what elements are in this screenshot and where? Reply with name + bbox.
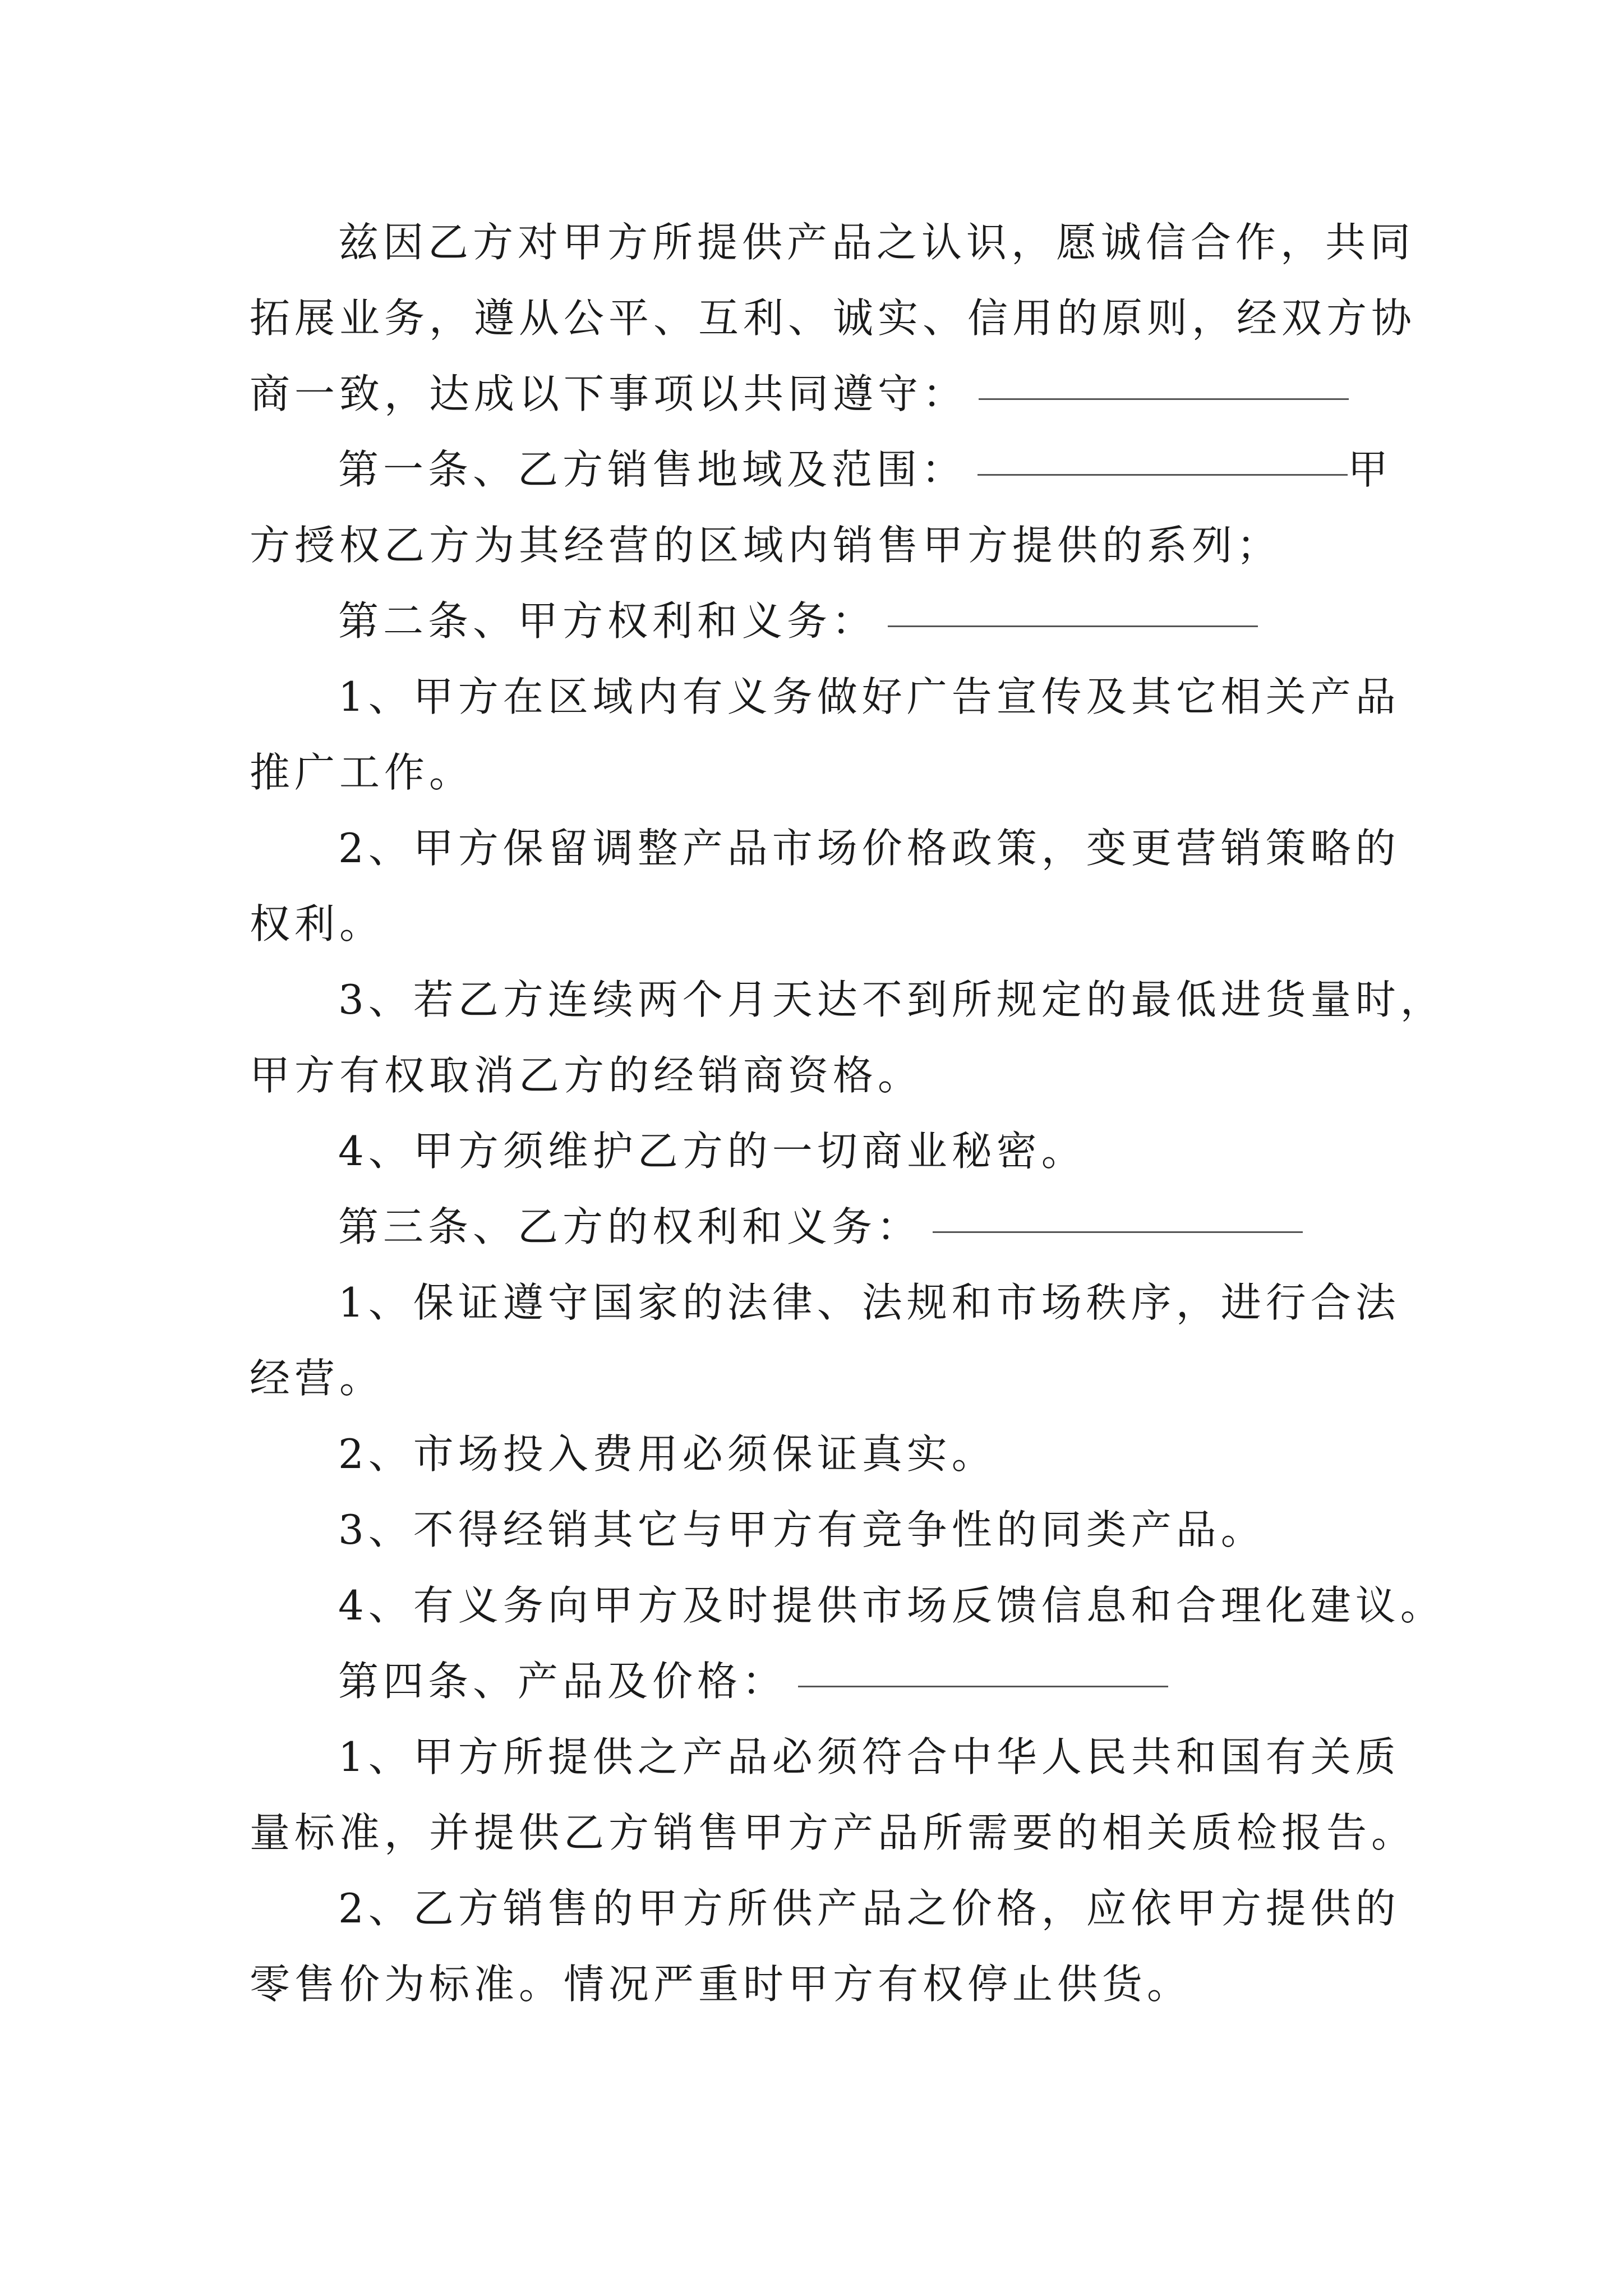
- text: 1、保证遵守国家的法律、法规和市场秩序，进行合法: [338, 1279, 1400, 1326]
- text: 兹因乙方对甲方所提供产品之认识，愿诚信合作，共同: [338, 219, 1415, 266]
- clause-line: [250, 1416, 1399, 1492]
- text: 甲方有权取消乙方的经销商资格。: [250, 1052, 923, 1099]
- paragraph-line: [250, 205, 1415, 280]
- text: 2、市场投入费用必须保证真实。: [338, 1430, 997, 1478]
- text: 拓展业务，遵从公平、互利、诚实、信用的原则，经双方协: [250, 295, 1417, 342]
- article-2-heading: [250, 583, 1399, 659]
- text: 甲: [1348, 446, 1393, 493]
- text: 4、甲方须维护乙方的一切商业秘密。: [338, 1128, 1086, 1175]
- text: 零售价为标准。情况严重时甲方有权停止供货。: [250, 1961, 1192, 2008]
- clause-line: [250, 1038, 1399, 1114]
- text: 商一致，达成以下事项以共同遵守：: [250, 370, 968, 417]
- clause-line: [250, 659, 1399, 735]
- clause-line: [250, 1265, 1399, 1341]
- clause-line: [250, 962, 1445, 1038]
- text: 2、甲方保留调整产品市场价格政策，变更营销策略的: [338, 825, 1400, 872]
- text: 权利。: [250, 900, 385, 947]
- clause-line: [250, 811, 1399, 886]
- text: 3、不得经销其它与甲方有竞争性的同类产品。: [338, 1506, 1266, 1553]
- paragraph-line: [250, 280, 1417, 356]
- clause-line: [250, 886, 1399, 962]
- clause-line: [250, 1114, 1399, 1189]
- text: 经营。: [250, 1355, 385, 1402]
- clause-line: [250, 735, 1399, 811]
- clause-line: [250, 1492, 1399, 1568]
- fill-in-blank[interactable]: [798, 1685, 1168, 1687]
- clause-line: [250, 1795, 1417, 1871]
- text: 第四条、产品及价格：: [338, 1658, 787, 1705]
- fill-in-blank[interactable]: [888, 625, 1258, 627]
- text: 4、有义务向甲方及时提供市场反馈信息和合理化建议。: [338, 1582, 1445, 1629]
- article-3-heading: [250, 1189, 1399, 1265]
- clause-line: [250, 1568, 1445, 1644]
- text: 3、若乙方连续两个月天达不到所规定的最低进货量时，: [338, 976, 1445, 1023]
- clause-line: [250, 1947, 1399, 2022]
- text: 推广工作。: [250, 749, 474, 796]
- clause-line: [250, 1871, 1399, 1947]
- paragraph-line: [250, 356, 1399, 432]
- text: 量标准，并提供乙方销售甲方产品所需要的相关质检报告。: [250, 1809, 1417, 1856]
- contract-body: [250, 205, 1445, 2022]
- clause-line: [250, 1341, 1399, 1416]
- text: 第二条、甲方权利和义务：: [338, 597, 877, 645]
- text: 1、甲方在区域内有义务做好广告宣传及其它相关产品: [338, 673, 1400, 720]
- paragraph-line: [250, 508, 1399, 583]
- article-1-heading: [250, 432, 1399, 508]
- text: 第三条、乙方的权利和义务：: [338, 1203, 922, 1250]
- article-4-heading: [250, 1644, 1399, 1719]
- text: 2、乙方销售的甲方所供产品之价格，应依甲方提供的: [338, 1885, 1400, 1932]
- text: 方授权乙方为其经营的区域内销售甲方提供的系列；: [250, 522, 1282, 569]
- fill-in-blank[interactable]: [933, 1231, 1303, 1233]
- clause-line: [250, 1719, 1399, 1795]
- text: 第一条、乙方销售地域及范围：: [338, 446, 967, 493]
- fill-in-blank[interactable]: [979, 398, 1349, 400]
- text: 1、甲方所提供之产品必须符合中华人民共和国有关质: [338, 1733, 1400, 1780]
- fill-in-blank[interactable]: [978, 473, 1348, 476]
